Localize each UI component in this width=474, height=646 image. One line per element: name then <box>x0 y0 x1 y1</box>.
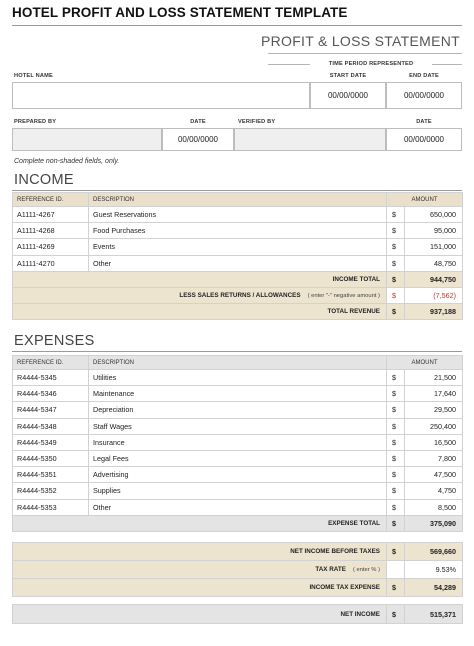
sales-returns-hint: ( enter "-" negative amount ) <box>307 293 380 300</box>
expense-currency: $ <box>387 467 405 483</box>
income-header-row <box>13 193 463 207</box>
income-desc[interactable]: Food Purchases <box>89 223 387 239</box>
net-income-label: NET INCOME <box>13 605 387 624</box>
expense-ref[interactable]: R4444-5345 <box>13 370 89 386</box>
net-before-taxes-row <box>13 543 463 561</box>
time-period-label: TIME PERIOD REPRESENTED <box>328 61 414 67</box>
prepared-date-field[interactable]: 00/00/0000 <box>162 128 234 151</box>
statement-title: PROFIT & LOSS STATEMENT <box>260 33 460 49</box>
income-amount[interactable]: 48,750 <box>405 255 463 271</box>
expense-amount[interactable]: 4,750 <box>405 483 463 499</box>
expense-desc[interactable]: Staff Wages <box>89 418 387 434</box>
expense-currency: $ <box>387 483 405 499</box>
expense-total-label: EXPENSE TOTAL <box>13 515 387 531</box>
expense-amount[interactable]: 250,400 <box>405 418 463 434</box>
income-amount[interactable]: 95,000 <box>405 223 463 239</box>
expense-amount[interactable]: 16,500 <box>405 434 463 450</box>
income-ref-header: REFERENCE ID. <box>13 193 89 207</box>
expense-desc[interactable]: Depreciation <box>89 402 387 418</box>
expense-total-currency: $ <box>387 515 405 531</box>
expense-currency: $ <box>387 450 405 466</box>
expenses-divider <box>12 351 462 352</box>
total-revenue-label: TOTAL REVENUE <box>13 304 387 320</box>
start-date-field[interactable]: 00/00/0000 <box>310 82 386 109</box>
income-total-row <box>13 271 463 287</box>
expense-currency: $ <box>387 386 405 402</box>
net-income-row <box>13 605 463 624</box>
expense-amount[interactable]: 47,500 <box>405 467 463 483</box>
income-desc[interactable]: Events <box>89 239 387 255</box>
expense-ref[interactable]: R4444-5350 <box>13 450 89 466</box>
income-desc[interactable]: Guest Reservations <box>89 207 387 223</box>
expense-currency: $ <box>387 402 405 418</box>
income-currency: $ <box>387 223 405 239</box>
expense-ref[interactable]: R4444-5349 <box>13 434 89 450</box>
summary-table <box>12 542 463 597</box>
expense-amount-header: AMOUNT <box>387 356 463 370</box>
title-divider <box>12 25 462 26</box>
income-ref[interactable]: A1111-4269 <box>13 239 89 255</box>
expense-desc[interactable]: Legal Fees <box>89 450 387 466</box>
income-table <box>12 192 463 320</box>
net-income-table <box>12 604 463 624</box>
income-section-title: INCOME <box>14 172 74 188</box>
expenses-section-title: EXPENSES <box>14 333 95 349</box>
net-before-taxes-currency: $ <box>387 543 405 561</box>
tax-rate-label: TAX RATE <box>315 566 346 573</box>
expense-amount[interactable]: 8,500 <box>405 499 463 515</box>
tax-rate-hint: ( enter % ) <box>352 567 380 573</box>
expense-desc[interactable]: Insurance <box>89 434 387 450</box>
prepared-date-label: DATE <box>190 119 206 125</box>
total-revenue-currency: $ <box>387 304 405 320</box>
income-currency: $ <box>387 207 405 223</box>
hotel-name-field[interactable] <box>12 82 310 109</box>
net-before-taxes-label: NET INCOME BEFORE TAXES <box>13 543 387 561</box>
expense-desc[interactable]: Utilities <box>89 370 387 386</box>
expense-desc[interactable]: Advertising <box>89 467 387 483</box>
expense-total-row <box>13 515 463 531</box>
verified-date-field[interactable]: 00/00/0000 <box>386 128 462 151</box>
expense-ref[interactable]: R4444-5347 <box>13 402 89 418</box>
income-ref[interactable]: A1111-4268 <box>13 223 89 239</box>
income-divider <box>12 190 462 191</box>
table-row[interactable] <box>13 370 463 386</box>
expense-currency: $ <box>387 370 405 386</box>
end-date-field[interactable]: 00/00/0000 <box>386 82 462 109</box>
income-tax-expense-value: 54,289 <box>405 579 463 597</box>
income-ref[interactable]: A1111-4270 <box>13 255 89 271</box>
expense-currency: $ <box>387 499 405 515</box>
expense-desc[interactable]: Supplies <box>89 483 387 499</box>
income-currency: $ <box>387 239 405 255</box>
expense-ref-header: REFERENCE ID. <box>13 356 89 370</box>
start-date-label: START DATE <box>329 73 367 79</box>
expense-amount[interactable]: 29,500 <box>405 402 463 418</box>
expense-ref[interactable]: R4444-5348 <box>13 418 89 434</box>
table-row[interactable] <box>13 434 463 450</box>
income-amount[interactable]: 650,000 <box>405 207 463 223</box>
table-row[interactable] <box>13 467 463 483</box>
table-row[interactable] <box>13 483 463 499</box>
net-income-value: 515,371 <box>405 605 463 624</box>
income-total-currency: $ <box>387 271 405 287</box>
total-revenue-value: 937,188 <box>405 304 463 320</box>
expense-total-value: 375,090 <box>405 515 463 531</box>
table-row[interactable] <box>13 239 463 255</box>
income-tax-expense-row <box>13 579 463 597</box>
sales-returns-label: LESS SALES RETURNS / ALLOWANCES <box>179 292 301 300</box>
hotel-name-label: HOTEL NAME <box>14 73 53 79</box>
income-desc[interactable]: Other <box>89 255 387 271</box>
table-row[interactable] <box>13 418 463 434</box>
sales-returns-label-cell <box>13 287 387 303</box>
sales-returns-value[interactable]: (7,562) <box>405 287 463 303</box>
expense-currency: $ <box>387 434 405 450</box>
expense-amount[interactable]: 17,640 <box>405 386 463 402</box>
table-row[interactable] <box>13 450 463 466</box>
expense-ref[interactable]: R4444-5353 <box>13 499 89 515</box>
expense-ref[interactable]: R4444-5352 <box>13 483 89 499</box>
verified-by-field[interactable] <box>234 128 386 151</box>
verified-date-label: DATE <box>416 119 432 125</box>
expense-desc[interactable]: Maintenance <box>89 386 387 402</box>
page-title: HOTEL PROFIT AND LOSS STATEMENT TEMPLATE <box>12 5 348 20</box>
income-amount[interactable]: 151,000 <box>405 239 463 255</box>
income-tax-expense-label: INCOME TAX EXPENSE <box>13 579 387 597</box>
expense-amount[interactable]: 21,500 <box>405 370 463 386</box>
expense-currency: $ <box>387 418 405 434</box>
expense-ref[interactable]: R4444-5351 <box>13 467 89 483</box>
prepared-by-label: PREPARED BY <box>14 119 57 125</box>
expenses-table <box>12 355 463 532</box>
expense-ref[interactable]: R4444-5346 <box>13 386 89 402</box>
income-currency: $ <box>387 255 405 271</box>
tax-rate-label-cell <box>13 561 387 579</box>
expenses-header-row <box>13 356 463 370</box>
end-date-label: END DATE <box>409 73 439 79</box>
income-amount-header: AMOUNT <box>387 193 463 207</box>
instruction-note: Complete non-shaded fields, only. <box>14 158 120 165</box>
table-row[interactable] <box>13 207 463 223</box>
tax-rate-spacer <box>387 561 405 579</box>
time-period-rule-right <box>432 64 462 65</box>
verified-by-label: VERIFIED BY <box>238 119 276 125</box>
table-row[interactable] <box>13 386 463 402</box>
sales-returns-row[interactable] <box>13 287 463 303</box>
statement-title-divider <box>268 53 462 54</box>
tax-rate-value[interactable]: 9.53% <box>405 561 463 579</box>
net-before-taxes-value: 569,660 <box>405 543 463 561</box>
table-row[interactable] <box>13 499 463 515</box>
income-total-label: INCOME TOTAL <box>13 271 387 287</box>
sales-returns-currency: $ <box>387 287 405 303</box>
expense-amount[interactable]: 7,800 <box>405 450 463 466</box>
prepared-by-field[interactable] <box>12 128 162 151</box>
tax-rate-row[interactable] <box>13 561 463 579</box>
income-tax-expense-currency: $ <box>387 579 405 597</box>
income-total-value: 944,750 <box>405 271 463 287</box>
expense-desc[interactable]: Other <box>89 499 387 515</box>
table-row[interactable] <box>13 255 463 271</box>
table-row[interactable] <box>13 402 463 418</box>
table-row[interactable] <box>13 223 463 239</box>
total-revenue-row <box>13 304 463 320</box>
expense-desc-header: DESCRIPTION <box>89 356 387 370</box>
time-period-rule-left <box>268 64 310 65</box>
income-desc-header: DESCRIPTION <box>89 193 387 207</box>
net-income-currency: $ <box>387 605 405 624</box>
income-ref[interactable]: A1111-4267 <box>13 207 89 223</box>
